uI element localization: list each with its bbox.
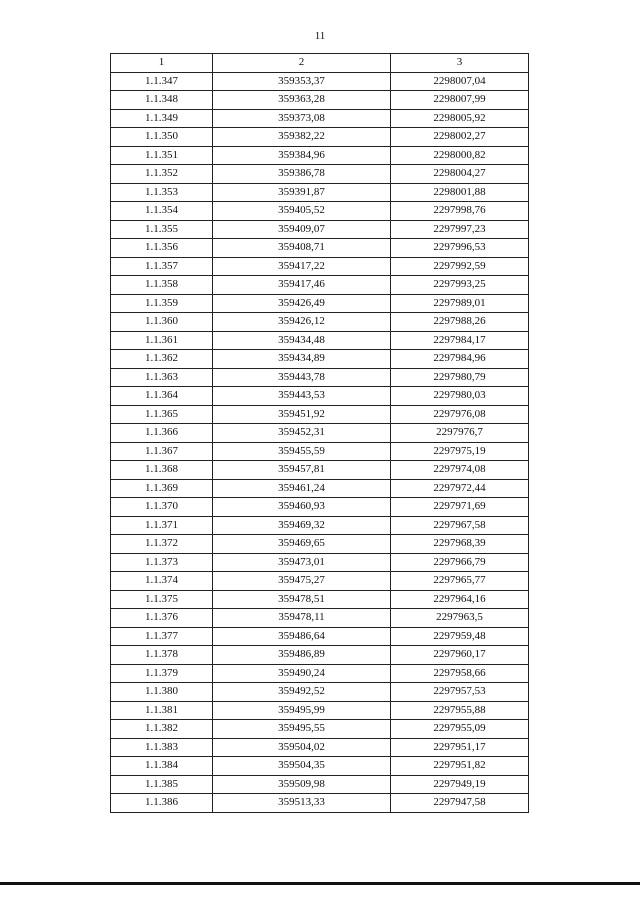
x-coordinate-cell: 359473,01 (213, 553, 391, 572)
y-coordinate-cell: 2297947,58 (391, 794, 529, 813)
x-coordinate-cell: 359513,33 (213, 794, 391, 813)
y-coordinate-cell: 2298007,04 (391, 72, 529, 91)
x-coordinate-cell: 359391,87 (213, 183, 391, 202)
point-id-cell: 1.1.376 (111, 609, 213, 628)
table-row (111, 109, 529, 128)
x-coordinate-cell: 359353,37 (213, 72, 391, 91)
point-id-cell: 1.1.383 (111, 738, 213, 757)
point-id-cell: 1.1.364 (111, 387, 213, 406)
x-coordinate-cell: 359478,51 (213, 590, 391, 609)
point-id-cell: 1.1.366 (111, 424, 213, 443)
point-id-cell: 1.1.365 (111, 405, 213, 424)
y-coordinate-cell: 2298007,99 (391, 91, 529, 110)
x-coordinate-cell: 359443,78 (213, 368, 391, 387)
y-coordinate-cell: 2297996,53 (391, 239, 529, 258)
y-coordinate-cell: 2297959,48 (391, 627, 529, 646)
y-coordinate-cell: 2298004,27 (391, 165, 529, 184)
table-row (111, 294, 529, 313)
x-coordinate-cell: 359451,92 (213, 405, 391, 424)
x-coordinate-cell: 359426,12 (213, 313, 391, 332)
y-coordinate-cell: 2297988,26 (391, 313, 529, 332)
point-id-cell: 1.1.362 (111, 350, 213, 369)
y-coordinate-cell: 2297955,88 (391, 701, 529, 720)
point-id-cell: 1.1.350 (111, 128, 213, 147)
y-coordinate-cell: 2298000,82 (391, 146, 529, 165)
y-coordinate-cell: 2298002,27 (391, 128, 529, 147)
point-id-cell: 1.1.359 (111, 294, 213, 313)
table-row (111, 257, 529, 276)
x-coordinate-cell: 359461,24 (213, 479, 391, 498)
table-row (111, 590, 529, 609)
point-id-cell: 1.1.373 (111, 553, 213, 572)
point-id-cell: 1.1.349 (111, 109, 213, 128)
x-coordinate-cell: 359469,65 (213, 535, 391, 554)
table-row (111, 313, 529, 332)
point-id-cell: 1.1.375 (111, 590, 213, 609)
y-coordinate-cell: 2298001,88 (391, 183, 529, 202)
y-coordinate-cell: 2297997,23 (391, 220, 529, 239)
x-coordinate-cell: 359363,28 (213, 91, 391, 110)
y-coordinate-cell: 2297998,76 (391, 202, 529, 221)
table-row (111, 794, 529, 813)
point-id-cell: 1.1.348 (111, 91, 213, 110)
coordinates-table (110, 53, 529, 813)
x-coordinate-cell: 359509,98 (213, 775, 391, 794)
point-id-cell: 1.1.372 (111, 535, 213, 554)
header-cell-x: 2 (213, 54, 391, 73)
point-id-cell: 1.1.374 (111, 572, 213, 591)
x-coordinate-cell: 359434,89 (213, 350, 391, 369)
x-coordinate-cell: 359405,52 (213, 202, 391, 221)
x-coordinate-cell: 359417,46 (213, 276, 391, 295)
y-coordinate-cell: 2297955,09 (391, 720, 529, 739)
table-row (111, 646, 529, 665)
y-coordinate-cell: 2297964,16 (391, 590, 529, 609)
x-coordinate-cell: 359460,93 (213, 498, 391, 517)
x-coordinate-cell: 359373,08 (213, 109, 391, 128)
y-coordinate-cell: 2297965,77 (391, 572, 529, 591)
x-coordinate-cell: 359490,24 (213, 664, 391, 683)
x-coordinate-cell: 359434,48 (213, 331, 391, 350)
point-id-cell: 1.1.368 (111, 461, 213, 480)
x-coordinate-cell: 359495,55 (213, 720, 391, 739)
table-row (111, 424, 529, 443)
point-id-cell: 1.1.347 (111, 72, 213, 91)
point-id-cell: 1.1.361 (111, 331, 213, 350)
table-row (111, 627, 529, 646)
point-id-cell: 1.1.377 (111, 627, 213, 646)
x-coordinate-cell: 359495,99 (213, 701, 391, 720)
y-coordinate-cell: 2297971,69 (391, 498, 529, 517)
header-cell-y: 3 (391, 54, 529, 73)
table-row (111, 479, 529, 498)
table-row (111, 775, 529, 794)
table-row (111, 720, 529, 739)
y-coordinate-cell: 2297972,44 (391, 479, 529, 498)
point-id-cell: 1.1.380 (111, 683, 213, 702)
x-coordinate-cell: 359417,22 (213, 257, 391, 276)
table-row (111, 738, 529, 757)
point-id-cell: 1.1.356 (111, 239, 213, 258)
point-id-cell: 1.1.371 (111, 516, 213, 535)
point-id-cell: 1.1.382 (111, 720, 213, 739)
x-coordinate-cell: 359409,07 (213, 220, 391, 239)
point-id-cell: 1.1.360 (111, 313, 213, 332)
table-row (111, 276, 529, 295)
y-coordinate-cell: 2297976,08 (391, 405, 529, 424)
x-coordinate-cell: 359455,59 (213, 442, 391, 461)
y-coordinate-cell: 2297989,01 (391, 294, 529, 313)
table-row (111, 609, 529, 628)
table-row (111, 553, 529, 572)
y-coordinate-cell: 2297993,25 (391, 276, 529, 295)
table-row (111, 701, 529, 720)
y-coordinate-cell: 2297980,79 (391, 368, 529, 387)
y-coordinate-cell: 2297960,17 (391, 646, 529, 665)
table-header (111, 54, 529, 73)
x-coordinate-cell: 359382,22 (213, 128, 391, 147)
point-id-cell: 1.1.367 (111, 442, 213, 461)
y-coordinate-cell: 2297958,66 (391, 664, 529, 683)
table-row (111, 128, 529, 147)
table-row (111, 91, 529, 110)
x-coordinate-cell: 359457,81 (213, 461, 391, 480)
y-coordinate-cell: 2297992,59 (391, 257, 529, 276)
x-coordinate-cell: 359469,32 (213, 516, 391, 535)
x-coordinate-cell: 359386,78 (213, 165, 391, 184)
x-coordinate-cell: 359426,49 (213, 294, 391, 313)
table-row (111, 442, 529, 461)
point-id-cell: 1.1.370 (111, 498, 213, 517)
header-cell-point: 1 (111, 54, 213, 73)
y-coordinate-cell: 2297984,17 (391, 331, 529, 350)
x-coordinate-cell: 359504,02 (213, 738, 391, 757)
table-row (111, 220, 529, 239)
y-coordinate-cell: 2297957,53 (391, 683, 529, 702)
table-body (111, 72, 529, 812)
table-row (111, 183, 529, 202)
point-id-cell: 1.1.378 (111, 646, 213, 665)
table-row (111, 405, 529, 424)
y-coordinate-cell: 2297980,03 (391, 387, 529, 406)
table-row (111, 535, 529, 554)
y-coordinate-cell: 2297966,79 (391, 553, 529, 572)
table-row (111, 331, 529, 350)
table-row (111, 664, 529, 683)
x-coordinate-cell: 359443,53 (213, 387, 391, 406)
y-coordinate-cell: 2297951,82 (391, 757, 529, 776)
point-id-cell: 1.1.369 (111, 479, 213, 498)
page-number: 11 (314, 30, 326, 42)
x-coordinate-cell: 359452,31 (213, 424, 391, 443)
x-coordinate-cell: 359486,89 (213, 646, 391, 665)
point-id-cell: 1.1.381 (111, 701, 213, 720)
table-row (111, 387, 529, 406)
table-row (111, 757, 529, 776)
point-id-cell: 1.1.384 (111, 757, 213, 776)
point-id-cell: 1.1.357 (111, 257, 213, 276)
x-coordinate-cell: 359504,35 (213, 757, 391, 776)
x-coordinate-cell: 359492,52 (213, 683, 391, 702)
y-coordinate-cell: 2297974,08 (391, 461, 529, 480)
table-row (111, 350, 529, 369)
x-coordinate-cell: 359384,96 (213, 146, 391, 165)
table-row (111, 368, 529, 387)
y-coordinate-cell: 2297976,7 (391, 424, 529, 443)
y-coordinate-cell: 2297949,19 (391, 775, 529, 794)
point-id-cell: 1.1.379 (111, 664, 213, 683)
point-id-cell: 1.1.351 (111, 146, 213, 165)
point-id-cell: 1.1.363 (111, 368, 213, 387)
point-id-cell: 1.1.355 (111, 220, 213, 239)
y-coordinate-cell: 2297963,5 (391, 609, 529, 628)
x-coordinate-cell: 359408,71 (213, 239, 391, 258)
y-coordinate-cell: 2297951,17 (391, 738, 529, 757)
header-row (111, 54, 529, 73)
table-row (111, 683, 529, 702)
y-coordinate-cell: 2297975,19 (391, 442, 529, 461)
y-coordinate-cell: 2297984,96 (391, 350, 529, 369)
table-row (111, 461, 529, 480)
table-row (111, 498, 529, 517)
table-row (111, 202, 529, 221)
point-id-cell: 1.1.354 (111, 202, 213, 221)
x-coordinate-cell: 359475,27 (213, 572, 391, 591)
table-row (111, 572, 529, 591)
point-id-cell: 1.1.385 (111, 775, 213, 794)
table-row (111, 72, 529, 91)
footer-rule (0, 882, 640, 885)
table-row (111, 146, 529, 165)
table-row (111, 516, 529, 535)
table-row (111, 239, 529, 258)
table-row (111, 165, 529, 184)
y-coordinate-cell: 2298005,92 (391, 109, 529, 128)
point-id-cell: 1.1.352 (111, 165, 213, 184)
x-coordinate-cell: 359478,11 (213, 609, 391, 628)
y-coordinate-cell: 2297968,39 (391, 535, 529, 554)
x-coordinate-cell: 359486,64 (213, 627, 391, 646)
point-id-cell: 1.1.358 (111, 276, 213, 295)
point-id-cell: 1.1.353 (111, 183, 213, 202)
point-id-cell: 1.1.386 (111, 794, 213, 813)
y-coordinate-cell: 2297967,58 (391, 516, 529, 535)
